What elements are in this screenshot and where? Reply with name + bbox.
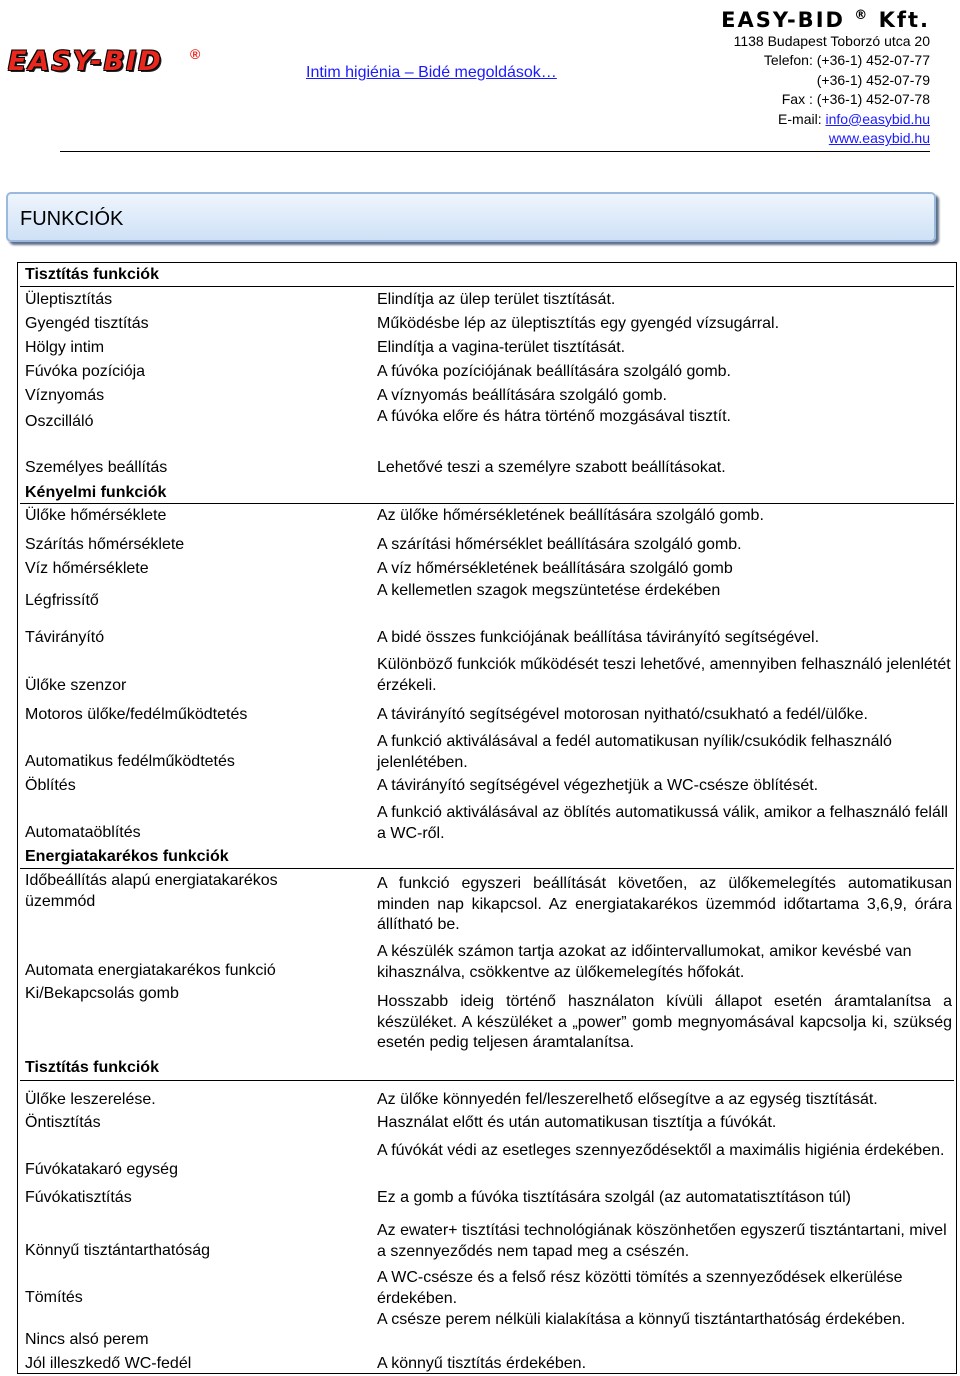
company-name: EASY-BID ® Kft. (721, 8, 930, 32)
function-description: A könnyű tisztítás érdekében. (377, 1355, 587, 1372)
function-description: Az ewater+ tisztítási technológiának köszönhetően egyszerű tisztántartani, mivel a szennyeződés nem tapad meg a csészén. (377, 1222, 947, 1260)
function-name: Víz hőmérséklete (25, 560, 149, 577)
company-logo (8, 46, 163, 77)
function-description: A funkció aktiválásával a fedél automatikusan nyílik/csukódik felhasználó jelenlétében. (377, 733, 892, 771)
function-description: Az ülőke könnyedén fel/leszerelhető elősegítve a az egység tisztítását. (377, 1091, 878, 1108)
company-contact-block (721, 4, 930, 148)
function-description: A fúvókát védi az esetleges szennyeződésektől a maximális higiénia érdekében. (377, 1142, 945, 1159)
function-name: Fúvókatakaró egység (25, 1161, 178, 1178)
function-description: Működésbe lép az üleptisztítás egy gyengéd vízsugárral. (377, 315, 780, 332)
function-description: Használat előtt és után automatikusan tisztítja a fúvókát. (377, 1114, 777, 1131)
logo-text: EASY-BID (8, 46, 163, 77)
function-description: A csésze perem nélküli kialakítása a könnyű tisztántarthatóság érdekében. (377, 1311, 906, 1328)
function-name: Automata energiatakarékos funkció (25, 962, 276, 979)
function-name: Tömítés (25, 1289, 83, 1306)
heading-underline (20, 503, 954, 504)
function-name: Jól illeszkedő WC-fedél (25, 1355, 192, 1372)
function-name: Szárítás hőmérséklete (25, 536, 185, 553)
function-name: Motoros ülőke/fedélműködtetés (25, 706, 248, 723)
website-link[interactable]: www.easybid.hu (828, 130, 930, 147)
function-name: Légfrissítő (25, 592, 99, 609)
function-description: Hosszabb ideig történő használaton kívüli állapot esetén áramtalanítsa a készüléket. A készüléket a „power” gomb megnyomásával kapcsolja ki, szükség esetén pedig teljesen áramtalanítsa. (377, 993, 952, 1051)
function-name: Időbeállítás alapú energiatakarékos üzemmód (25, 872, 278, 910)
function-description: A fúvóka pozíciójának beállítására szolgáló gomb. (377, 363, 731, 380)
function-description: Elindítja a vagina-terület tisztítását. (377, 339, 626, 356)
logo-registered-mark: ® (190, 46, 201, 62)
email-label: E-mail: (778, 110, 822, 127)
category-heading: Energiatakarékos funkciók (25, 848, 229, 865)
category-heading: Tisztítás funkciók (25, 1059, 159, 1076)
function-name: Ki/Bekapcsolás gomb (25, 985, 179, 1002)
company-phone-2: (+36-1) 452-07-79 (816, 71, 930, 88)
function-description: A szárítási hőmérséklet beállítására szolgáló gomb. (377, 536, 742, 553)
heading-underline (20, 868, 954, 869)
registered-mark: ® (854, 8, 870, 23)
heading-underline (20, 286, 954, 287)
header-divider (60, 151, 930, 152)
function-name: Automataöblítés (25, 824, 141, 841)
function-description: A víz hőmérsékletének beállítására szolgáló gomb (377, 560, 733, 577)
tagline-link[interactable]: Intim higiénia – Bidé megoldások… (306, 64, 557, 81)
function-name: Oszcilláló (25, 413, 94, 430)
company-phone-1: Telefon: (+36-1) 452-07-77 (763, 52, 930, 69)
function-name: Ülőke szenzor (25, 677, 127, 694)
function-name: Ülőke leszerelése. (25, 1091, 156, 1108)
company-fax: Fax : (+36-1) 452-07-78 (781, 91, 930, 108)
section-banner (6, 192, 936, 242)
function-description: A funkció egyszeri beállítását követően, az ülőkemelegítés automatikusan minden nap kikapcsol. Az energiatakarékos üzemmód időtartama 3,6,9, órára állítható be. (377, 875, 952, 933)
function-description: Különböző funkciók működését teszi lehetővé, amennyiben felhasználó jelenlétét érzékeli. (377, 656, 951, 694)
function-name: Könnyű tisztántarthatóság (25, 1242, 211, 1259)
function-description: A kellemetlen szagok megszüntetése érdekében (377, 582, 721, 599)
function-name: Öntisztítás (25, 1114, 101, 1131)
function-description: A távirányító segítségével motorosan nyitható/csukható a fedél/ülőke. (377, 706, 868, 723)
company-address: 1138 Budapest Toborzó utca 20 (733, 33, 930, 49)
function-description: A WC-csésze és a felső rész közötti tömítés a szennyeződések elkerülése érdekében. (377, 1269, 903, 1307)
function-description: A víznyomás beállítására szolgáló gomb. (377, 387, 667, 404)
function-description: A funkció aktiválásával az öblítés automatikussá válik, amikor a felhasználó feláll a WC-ről. (377, 804, 948, 842)
email-link[interactable]: info@easybid.hu (825, 110, 930, 127)
function-description: Elindítja az ülep terület tisztítását. (377, 291, 616, 308)
function-description: A távirányító segítségével végezhetjük a WC-csésze öblítését. (377, 777, 819, 794)
function-name: Üleptisztítás (25, 291, 113, 308)
category-heading: Kényelmi funkciók (25, 484, 167, 501)
function-name: Gyengéd tisztítás (25, 315, 149, 332)
function-name: Automatikus fedélműködtetés (25, 753, 235, 770)
function-description: Ez a gomb a fúvóka tisztítására szolgál (az automatatisztításon túl) (377, 1189, 851, 1206)
function-name: Hölgy intim (25, 339, 105, 356)
function-name: Fúvókatisztítás (25, 1189, 132, 1206)
function-name: Fúvóka pozíciója (25, 363, 146, 380)
function-name: Személyes beállítás (25, 459, 168, 476)
category-heading: Tisztítás funkciók (25, 266, 159, 283)
function-name: Nincs alsó perem (25, 1331, 149, 1348)
function-description: Az ülőke hőmérsékletének beállítására szolgáló gomb. (377, 507, 764, 524)
function-name: Víznyomás (25, 387, 105, 404)
heading-underline (20, 1080, 954, 1081)
function-description: A bidé összes funkciójának beállítása távirányító segítségével. (377, 629, 820, 646)
function-name: Öblítés (25, 777, 76, 794)
function-name: Távirányító (25, 629, 105, 646)
function-description: A fúvóka előre és hátra történő mozgásával tisztít. (377, 408, 731, 425)
function-description: A készülék számon tartja azokat az időintervallumokat, amikor kevésbé van kihasználva, csökkentve az ülőkemelegítés hőfokát. (377, 943, 912, 981)
section-title: FUNKCIÓK (20, 208, 124, 230)
function-description: Lehetővé teszi a személyre szabott beállításokat. (377, 459, 726, 476)
function-name: Ülőke hőmérséklete (25, 507, 167, 524)
company-email-line (721, 110, 930, 129)
